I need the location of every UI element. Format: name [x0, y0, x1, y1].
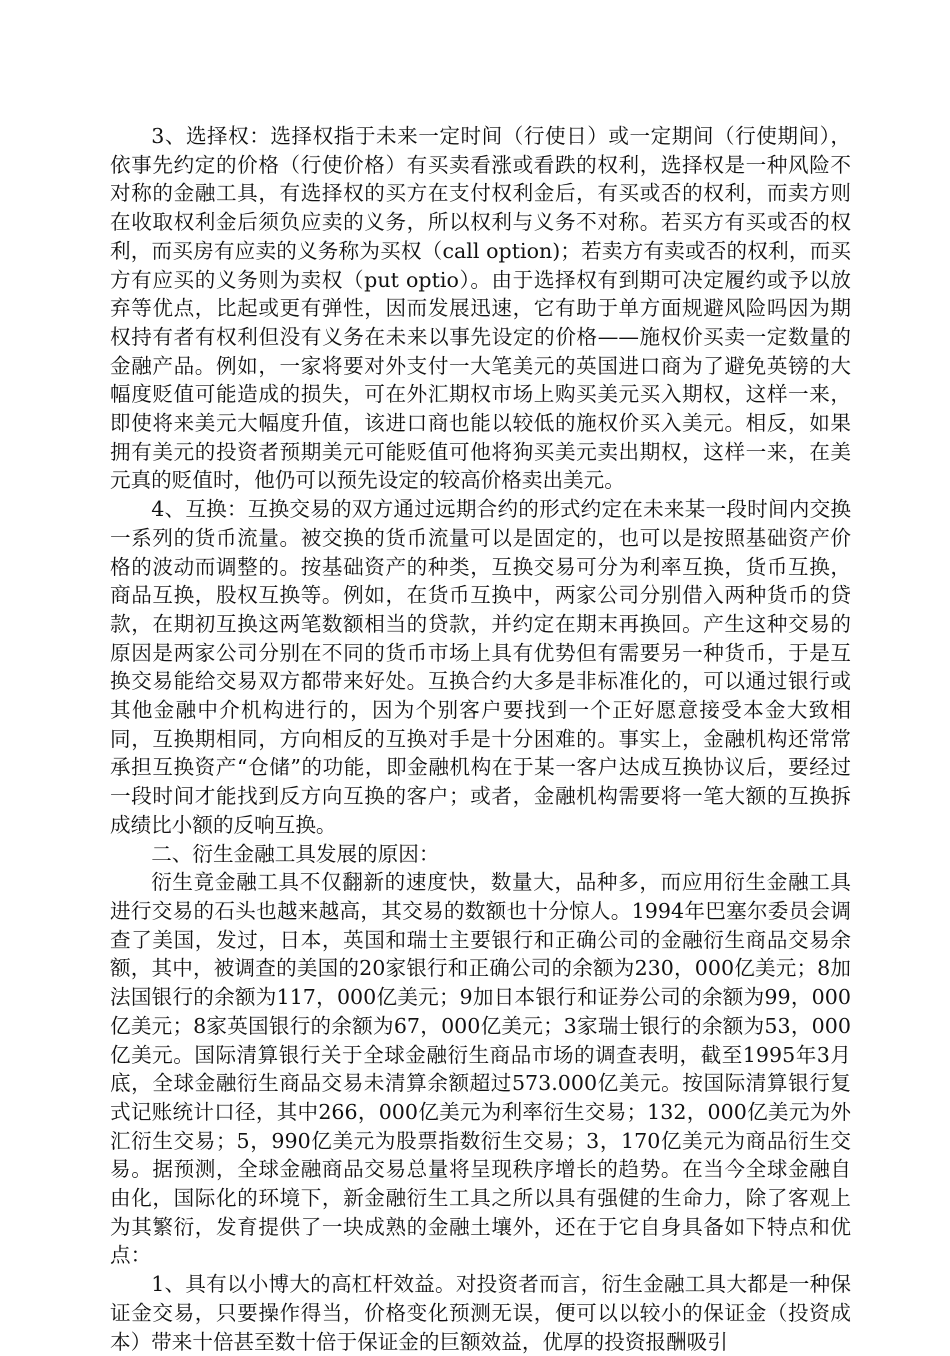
paragraph-leverage: 1、具有以小博大的高杠杆效益。对投资者而言，衍生金融工具大都是一种保证金交易，只要操作得当，价格变化预测无误，便可以以较小的保证金（投资成本）带来十倍甚至数十倍于保证金的巨额效益，优厚的投资报酬吸引 [110, 1272, 851, 1354]
document-page [110, 122, 851, 1356]
paragraph-options: 3、选择权：选择权指于未来一定时间（行使日）或一定期间（行使期间），依事先约定的价格（行使价格）有买卖看涨或看跌的权利，选择权是一种风险不对称的金融工具，有选择权的买方在支付权利金后，有买或否的权利，而卖方则在收取权利金后须负应卖的义务，所以权利与义务不对称。若买方有买或否的权利，而买房有应卖的义务称为买权（call option)；若卖方有卖或否的权利，而买方有应买的义务则为卖权（put optio）。由于选择权有到期可决定履约或予以放弃等优点，比起或更有弹性，因而发展迅速，它有助于单方面规避风险吗因为期权持有者有权利但没有义务在未来以事先设定的价格——施权价买卖一定数量的金融产品。例如，一家将要对外支付一大笔美元的英国进口商为了避免英镑的大幅度贬值可能造成的损失，可在外汇期权市场上购买美元买入期权，这样一来，即使将来美元大幅度升值，该进口商也能以较低的施权价买入美元。相反，如果拥有美元的投资者预期美元可能贬值可他将狗买美元卖出期权，这样一来，在美元真的贬值时，他仍可以预先设定的较高价格卖出美元。 [110, 124, 851, 493]
paragraph-swaps: 4、互换：互换交易的双方通过远期合约的形式约定在未来某一段时间内交换一系列的货币流量。被交换的货币流量可以是固定的，也可以是按照基础资产价格的波动而调整的。按基础资产的种类，互换交易可分为利率互换，货币互换，商品互换，股权互换等。例如，在货币互换中，两家公司分别借入两种货币的贷款，在期初互换这两笔数额相当的贷款，并约定在期末再换回。产生这种交易的原因是两家公司分别在不同的货币市场上具有优势但有需要另一种货币，于是互换交易能给交易双方都带来好处。互换合约大多是非标准化的，可以通过银行或其他金融中介机构进行的，因为个别客户要找到一个正好愿意接受本金大致相同，互换期相同，方向相反的互换对手是十分困难的。事实上，金融机构还常常承担互换资产“仓储”的功能，即金融机构在于某一客户达成互换协议后，要经过一段时间才能找到反方向互换的客户；或者，金融机构需要将一笔大额的互换拆成绩比小额的反响互换。 [110, 497, 851, 837]
paragraph-market-scale: 衍生竟金融工具不仅翻新的速度快，数量大，品种多，而应用衍生金融工具进行交易的石头也越来越高，其交易的数额也十分惊人。1994年巴塞尔委员会调查了美国，发过，日本，英国和瑞士主要银行和正确公司的金融衍生商品交易余额，其中，被调查的美国的20家银行和正确公司的余额为230，000亿美元；8加法国银行的余额为117，000亿美元；9加日本银行和证券公司的余额为99，000亿美元；8家英国银行的余额为67，000亿美元；3家瑞士银行的余额为53，000亿美元。国际清算银行关于全球金融衍生商品市场的调查表明，截至1995年3月底，全球金融衍生商品交易未清算余额超过573.000亿美元。按国际清算银行复式记账统计口径，其中266，000亿美元为利率衍生交易；132，000亿美元为外汇衍生交易；5，990亿美元为股票指数衍生交易；3，170亿美元为商品衍生交易。据预测，全球金融商品交易总量将呈现秩序增长的趋势。在当今全球金融自由化，国际化的环境下，新金融衍生工具之所以具有强健的生命力，除了客观上为其繁衍，发育提供了一块成熟的金融土壤外，还在于它自身具备如下特点和优点： [110, 870, 851, 1268]
section-heading-development-reasons: 二、衍生金融工具发展的原因： [151, 841, 440, 866]
